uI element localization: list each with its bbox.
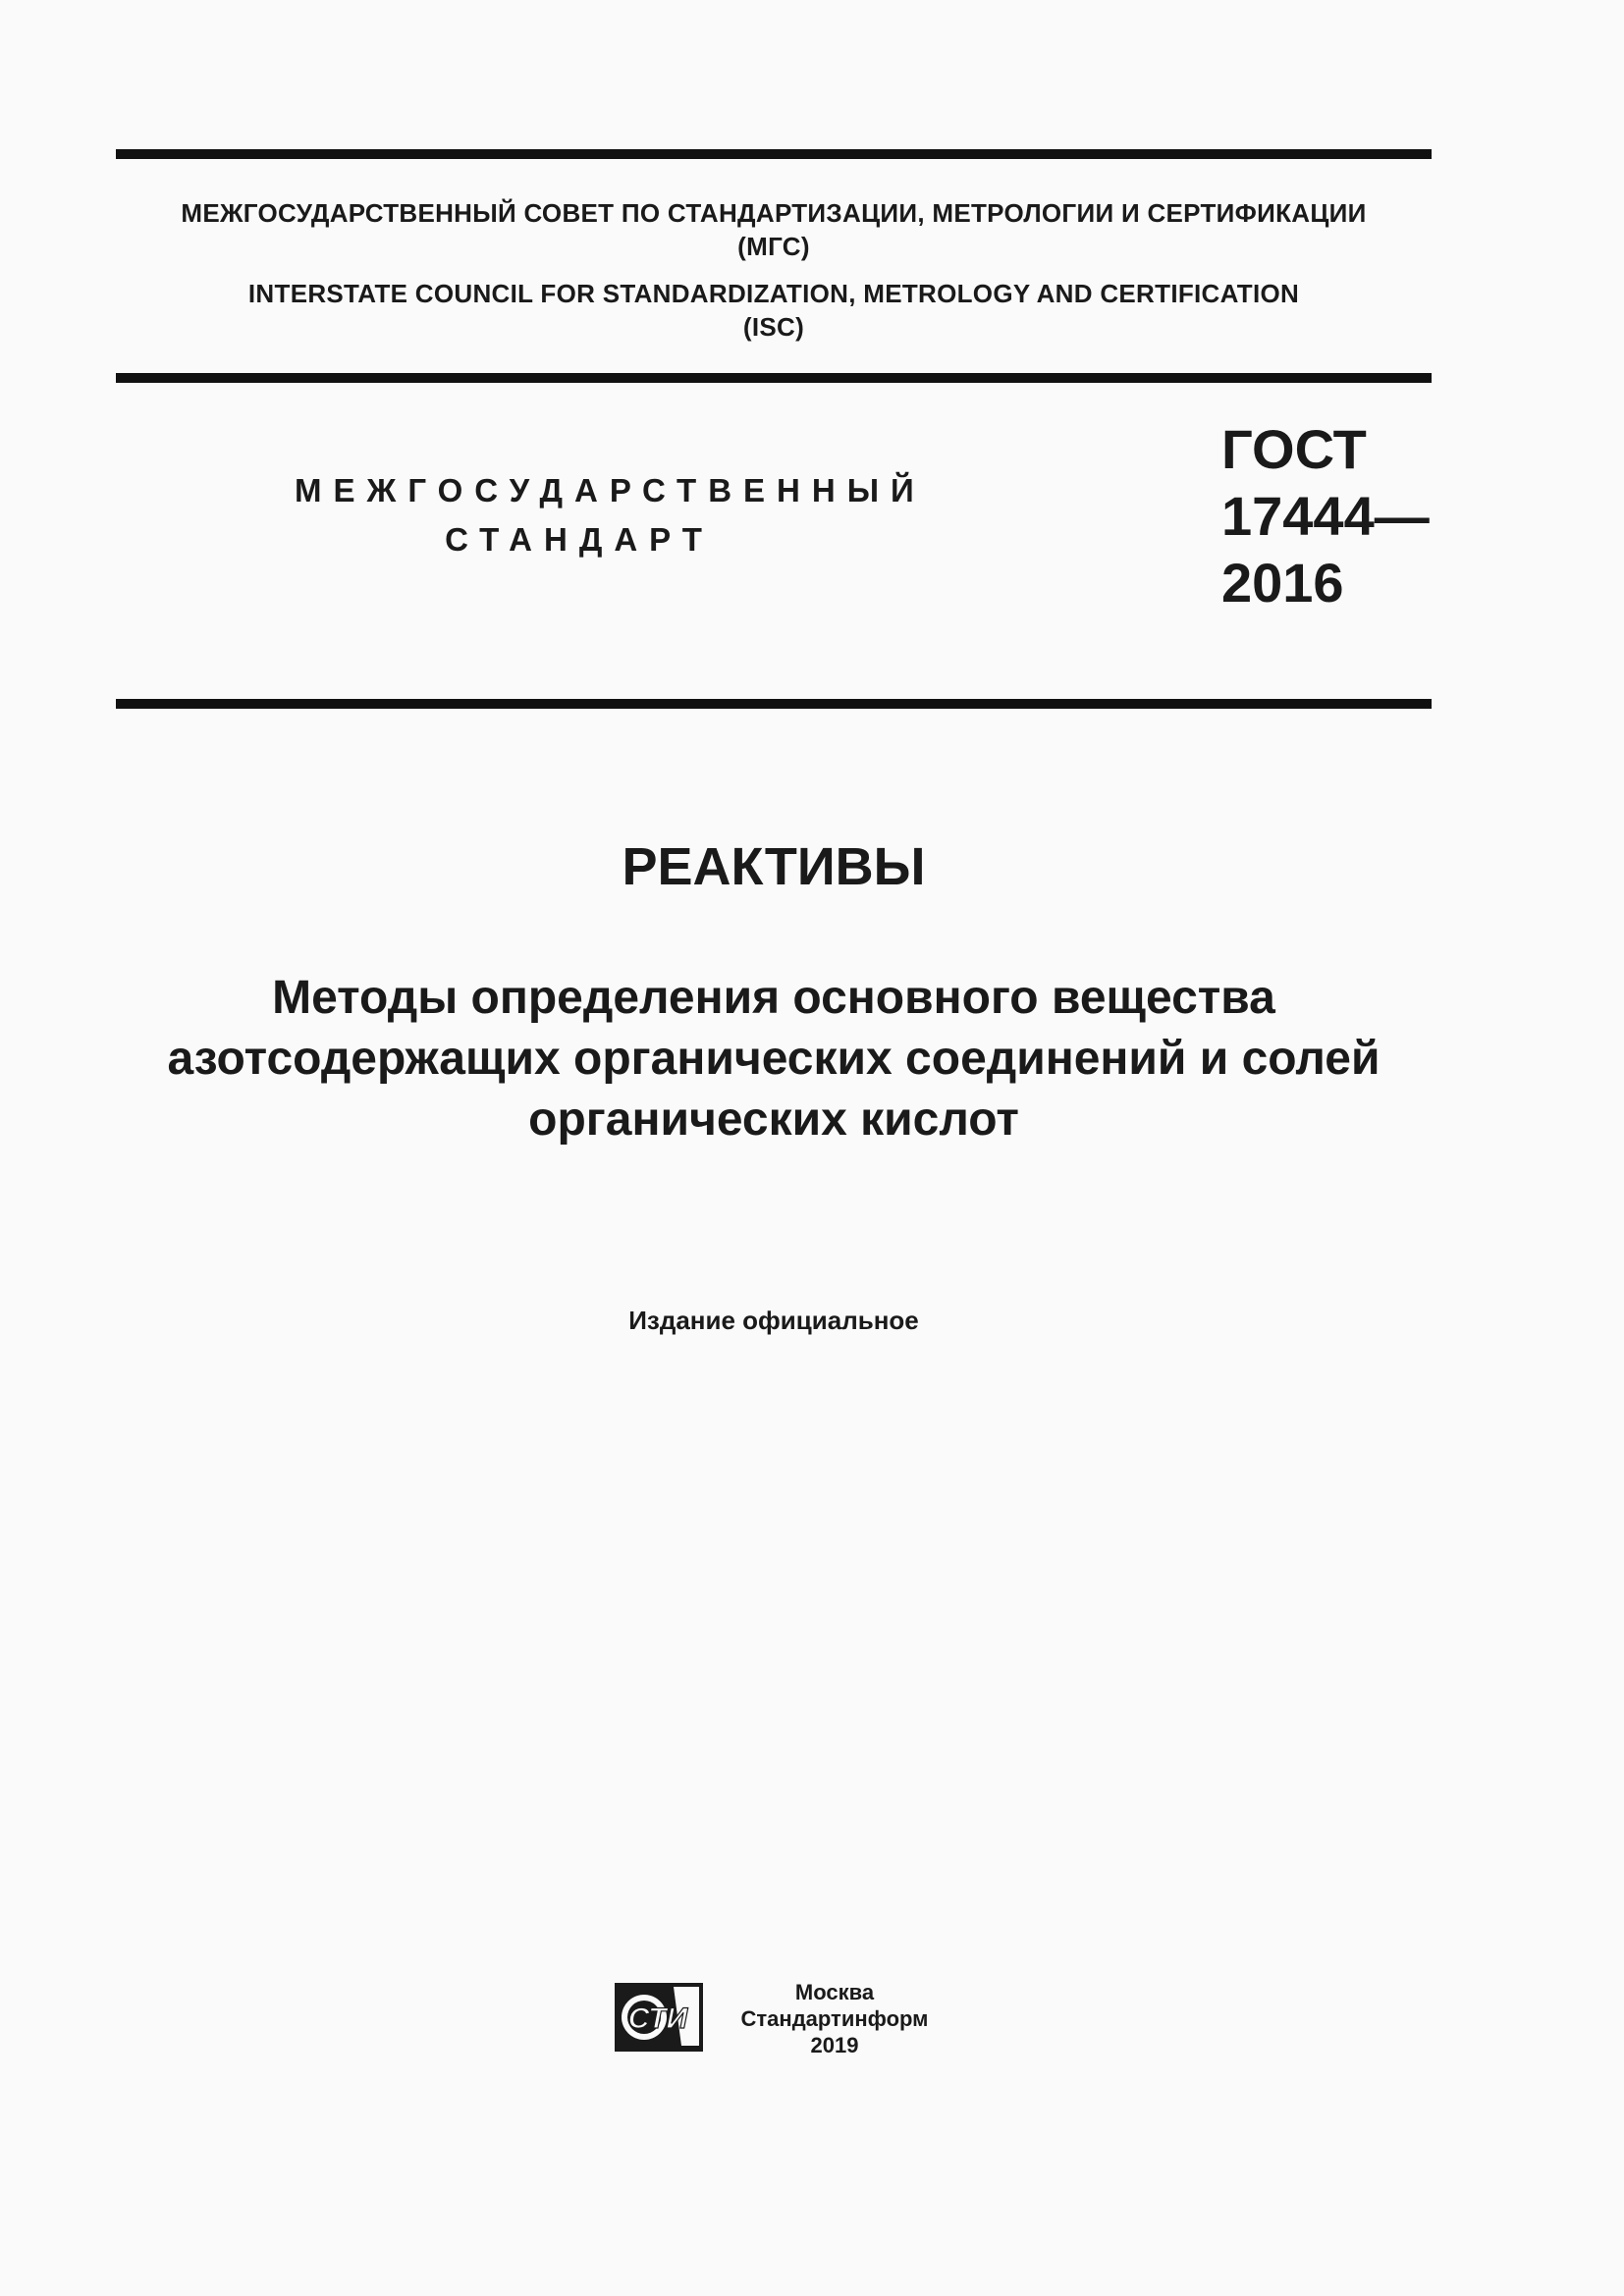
standard-type-line1: МЕЖГОСУДАРСТВЕННЫЙ — [295, 472, 926, 508]
council-name-en — [116, 277, 1432, 344]
document-subtitle-line1: Методы определения основного вещества — [272, 972, 1275, 1024]
gost-number: 17444— — [1221, 485, 1430, 547]
document-subtitle-line3: органических кислот — [528, 1094, 1019, 1146]
standard-type-line2: СТАНДАРТ — [445, 521, 714, 558]
publisher-logo-text: СТИ — [627, 2002, 688, 2035]
document-subtitle-line2: азотсодержащих органических соединений и солей — [167, 1033, 1380, 1085]
edition-note: Издание официальное — [628, 1306, 919, 1335]
publisher-name: Стандартинформ — [740, 2006, 929, 2031]
publisher-logo-icon — [613, 1981, 705, 2054]
council-abbr-en: (ISC) — [742, 312, 805, 342]
council-abbr-ru: (МГС) — [737, 232, 810, 261]
publisher-city: Москва — [794, 1980, 875, 2004]
council-name-ru-line: МЕЖГОСУДАРСТВЕННЫЙ СОВЕТ ПО СТАНДАРТИЗАЦИИ, МЕТРОЛОГИИ И СЕРТИФИКАЦИИ — [181, 198, 1367, 228]
council-name-ru — [116, 196, 1432, 263]
top-rule — [116, 149, 1432, 159]
document-title: РЕАКТИВЫ — [622, 837, 926, 896]
header-divider — [116, 373, 1432, 383]
designation-divider — [116, 699, 1432, 709]
gost-label: ГОСТ — [1221, 418, 1367, 480]
publication-year: 2019 — [810, 2033, 859, 2057]
gost-year: 2016 — [1221, 552, 1344, 614]
council-name-en-line: INTERSTATE COUNCIL FOR STANDARDIZATION, METROLOGY AND CERTIFICATION — [247, 279, 1300, 308]
